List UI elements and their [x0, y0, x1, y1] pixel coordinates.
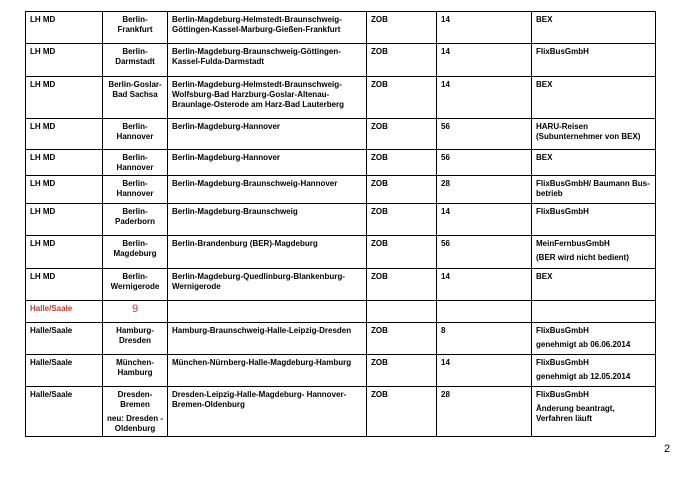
stop-cell: ZOB	[367, 44, 437, 77]
operator-note: Änderung beantragt, Verfahren läuft	[536, 404, 615, 423]
region-cell: LH MD	[26, 269, 103, 301]
region-cell: LH MD	[26, 44, 103, 77]
table-row	[26, 77, 656, 119]
section-row	[26, 301, 656, 323]
frequency-cell: 56	[437, 119, 532, 150]
region-cell: LH MD	[26, 204, 103, 236]
operator-name: FlixBusGmbH	[536, 390, 589, 399]
stop-cell: ZOB	[367, 150, 437, 176]
table-row	[26, 236, 656, 269]
frequency-cell: 28	[437, 176, 532, 204]
frequency-cell: 14	[437, 77, 532, 119]
table-row	[26, 44, 656, 77]
operator-cell: FlixBusGmbH	[532, 44, 656, 77]
table-row	[26, 176, 656, 204]
table-row	[26, 12, 656, 44]
empty-cell	[367, 301, 437, 323]
operator-name: FlixBusGmbH	[536, 358, 589, 367]
table-row	[26, 323, 656, 355]
line-note: neu: Dresden - Oldenburg	[107, 414, 164, 433]
section-count-cell: 9	[103, 301, 168, 323]
table-row	[26, 387, 656, 437]
line-cell: Berlin-Hannover	[103, 176, 168, 204]
line-cell: Hamburg-Dresden	[103, 323, 168, 355]
frequency-cell: 8	[437, 323, 532, 355]
stop-cell: ZOB	[367, 387, 437, 437]
table-row	[26, 355, 656, 387]
line-cell: Berlin-Magdeburg	[103, 236, 168, 269]
stop-cell: ZOB	[367, 355, 437, 387]
frequency-cell: 14	[437, 44, 532, 77]
region-cell: LH MD	[26, 119, 103, 150]
operator-cell: FlixBusGmbH	[532, 204, 656, 236]
line-cell: Berlin-Paderborn	[103, 204, 168, 236]
frequency-cell: 28	[437, 387, 532, 437]
region-cell: LH MD	[26, 176, 103, 204]
operator-cell: FlixBusGmbH/ Baumann Bus-betrieb	[532, 176, 656, 204]
table-row	[26, 204, 656, 236]
operator-name: FlixBusGmbH	[536, 326, 589, 335]
operator-note: genehmigt ab 12.05.2014	[536, 372, 631, 381]
operator-cell: BEX	[532, 269, 656, 301]
line-cell	[103, 387, 168, 437]
frequency-cell: 14	[437, 204, 532, 236]
table-row	[26, 269, 656, 301]
stop-cell: ZOB	[367, 119, 437, 150]
region-cell: LH MD	[26, 77, 103, 119]
line-cell: Berlin-Goslar-Bad Sachsa	[103, 77, 168, 119]
operator-cell: BEX	[532, 12, 656, 44]
section-region-cell: Halle/Saale	[26, 301, 103, 323]
frequency-cell: 56	[437, 236, 532, 269]
region-cell: Halle/Saale	[26, 323, 103, 355]
operator-note: genehmigt ab 06.06.2014	[536, 340, 631, 349]
empty-cell	[168, 301, 367, 323]
frequency-cell: 14	[437, 12, 532, 44]
table-row	[26, 119, 656, 150]
route-cell: Berlin-Magdeburg-Braunschweig-Göttingen-Kassel-Fulda-Darmstadt	[168, 44, 367, 77]
stop-cell: ZOB	[367, 12, 437, 44]
route-cell: Berlin-Magdeburg-Helmstedt-Braunschweig-Göttingen-Kassel-Marburg-Gießen-Frankfurt	[168, 12, 367, 44]
route-cell: Berlin-Magdeburg-Braunschweig-Hannover	[168, 176, 367, 204]
stop-cell: ZOB	[367, 236, 437, 269]
frequency-cell: 14	[437, 355, 532, 387]
route-cell: Berlin-Magdeburg-Hannover	[168, 119, 367, 150]
line-cell: Berlin-Darmstadt	[103, 44, 168, 77]
line-cell: München-Hamburg	[103, 355, 168, 387]
operator-cell	[532, 355, 656, 387]
region-cell: Halle/Saale	[26, 355, 103, 387]
operator-note: (BER wird nicht bedient)	[536, 253, 629, 262]
route-cell: München-Nürnberg-Halle-Magdeburg-Hamburg	[168, 355, 367, 387]
stop-cell: ZOB	[367, 204, 437, 236]
line-cell: Berlin-Hannover	[103, 150, 168, 176]
stop-cell: ZOB	[367, 269, 437, 301]
operator-cell: BEX	[532, 77, 656, 119]
operator-cell	[532, 323, 656, 355]
line-cell: Berlin-Frankfurt	[103, 12, 168, 44]
route-cell: Hamburg-Braunschweig-Halle-Leipzig-Dresden	[168, 323, 367, 355]
operator-name: MeinFernbusGmbH	[536, 239, 610, 248]
region-cell: LH MD	[26, 12, 103, 44]
operator-cell: BEX	[532, 150, 656, 176]
line-cell: Berlin-Hannover	[103, 119, 168, 150]
route-cell: Berlin-Magdeburg-Quedlinburg-Blankenburg-Wernigerode	[168, 269, 367, 301]
route-cell: Berlin-Magdeburg-Hannover	[168, 150, 367, 176]
frequency-cell: 56	[437, 150, 532, 176]
route-cell: Berlin-Brandenburg (BER)-Magdeburg	[168, 236, 367, 269]
route-cell: Berlin-Magdeburg-Helmstedt-Braunschweig-Wolfsburg-Bad Harzburg-Goslar-Altenau-Braunlage-Osterode am Harz-Bad Lauterberg	[168, 77, 367, 119]
route-cell: Dresden-Leipzig-Halle-Magdeburg- Hannover-Bremen-Oldenburg	[168, 387, 367, 437]
operator-cell	[532, 236, 656, 269]
line-name: Dresden-Bremen	[117, 390, 153, 409]
operator-cell: HARU-Reisen (Subunternehmer von BEX)	[532, 119, 656, 150]
region-cell: LH MD	[26, 150, 103, 176]
empty-cell	[437, 301, 532, 323]
route-cell: Berlin-Magdeburg-Braunschweig	[168, 204, 367, 236]
region-cell: Halle/Saale	[26, 387, 103, 437]
bus-routes-table	[25, 11, 656, 437]
frequency-cell: 14	[437, 269, 532, 301]
page-number: 2	[664, 443, 671, 455]
stop-cell: ZOB	[367, 323, 437, 355]
stop-cell: ZOB	[367, 176, 437, 204]
empty-cell	[532, 301, 656, 323]
stop-cell: ZOB	[367, 77, 437, 119]
region-cell: LH MD	[26, 236, 103, 269]
operator-cell	[532, 387, 656, 437]
table-row	[26, 150, 656, 176]
line-cell: Berlin-Wernigerode	[103, 269, 168, 301]
